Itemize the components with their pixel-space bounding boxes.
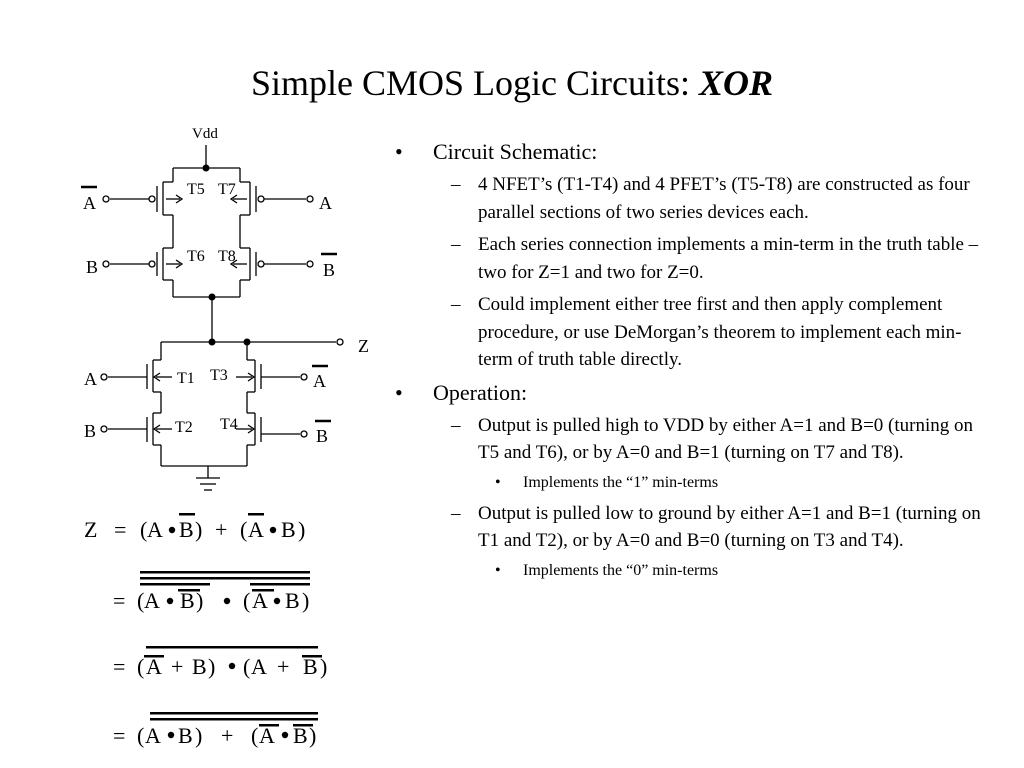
eq4-close-2: ) xyxy=(309,723,317,748)
dash-marker: – xyxy=(451,234,461,255)
eq1-b: B xyxy=(281,517,296,542)
sub-bullet-text: Could implement either tree first and then apply complement procedure, or use DeMorgan’s theorem to implement each min-term of truth table directly. xyxy=(478,294,962,370)
input-a-t7: A xyxy=(319,193,332,213)
eq1-a-bar: A xyxy=(248,517,264,542)
dash-marker: – xyxy=(451,294,461,315)
eq4-a: A xyxy=(145,723,161,748)
eq2-b: B xyxy=(285,588,300,613)
eq4-a-bar: A xyxy=(259,723,275,748)
t6-label: T6 xyxy=(187,248,205,265)
eq4-open: ( xyxy=(137,723,145,748)
eq2-eq: = xyxy=(113,588,126,613)
sub-bullet xyxy=(395,500,995,555)
title-emphasis: XOR xyxy=(698,63,774,103)
title-main: Simple CMOS Logic Circuits: xyxy=(250,63,690,103)
bullet-title: Operation: xyxy=(433,379,528,405)
t8-label: T8 xyxy=(218,248,236,265)
sub-sub-bullet xyxy=(395,472,995,494)
sub-bullet-text: Each series connection implements a min-term in the truth table – two for Z=1 and two for Z=0. xyxy=(478,234,979,283)
sub-bullet-text: 4 NFET’s (T1-T4) and 4 PFET’s (T5-T8) are constructed as four parallel sections of two series devices each. xyxy=(478,174,970,223)
t5-label: T5 xyxy=(187,181,205,198)
t7-label: T7 xyxy=(218,181,236,198)
bullet-circuit-schematic xyxy=(395,138,995,165)
bullet-marker: • xyxy=(495,473,501,491)
sub-bullet xyxy=(395,171,995,226)
eq3-open-2: ( xyxy=(243,654,251,679)
eq4-b-bar: B xyxy=(293,723,308,748)
eq1-a: A xyxy=(147,517,163,542)
eq3-b: B xyxy=(192,654,207,679)
sub-sub-bullet-text: Implements the “1” min-terms xyxy=(523,473,719,491)
t4-label: T4 xyxy=(220,416,238,433)
eq3-a-bar: A xyxy=(146,654,162,679)
bullet-operation xyxy=(395,379,995,406)
bullet-list xyxy=(395,138,995,588)
eq2-a-bar: A xyxy=(252,588,268,613)
dash-marker: – xyxy=(451,414,461,436)
input-a-bar-t5: A xyxy=(83,193,96,213)
bullet-marker: • xyxy=(395,379,403,405)
eq4-b: B xyxy=(178,723,193,748)
input-a-t1: A xyxy=(84,369,97,389)
input-b-t2: B xyxy=(84,421,97,441)
input-b-t6: B xyxy=(86,257,99,277)
input-a-bar-t3: A xyxy=(313,371,326,391)
sub-bullet-text: Output is pulled low to ground by either A=1 and B=1 (turning on T1 and T2), or by A=0 and B=0 (turning on T3 and T4). xyxy=(478,502,981,551)
eq2-open: ( xyxy=(137,588,145,613)
z-label: Z xyxy=(358,336,369,356)
t1-label: T1 xyxy=(177,370,195,387)
eq2-close: ) xyxy=(196,588,204,613)
eq4-open-2: ( xyxy=(251,723,259,748)
sub-bullet-text: Output is pulled high to VDD by either A=1 and B=0 (turning on T5 and T6), or by A=0 and B=1 (turning on T7 and T8). xyxy=(478,414,973,463)
eq3-plus-2: + xyxy=(277,654,290,679)
eq3-open: ( xyxy=(137,654,145,679)
dash-marker: – xyxy=(451,174,461,195)
eq4-eq: = xyxy=(113,723,126,748)
dash-marker: – xyxy=(451,502,461,524)
sub-bullet xyxy=(395,291,995,374)
eq1-eq: = xyxy=(114,517,127,542)
eq1-open: ( xyxy=(140,517,148,542)
eq1-b-bar: B xyxy=(179,517,194,542)
sub-bullet xyxy=(395,412,995,467)
eq3-close-2: ) xyxy=(320,654,328,679)
boolean-equations xyxy=(0,0,400,768)
eq2-close-2: ) xyxy=(302,588,310,613)
bullet-marker: • xyxy=(395,139,403,164)
eq3-close: ) xyxy=(208,654,216,679)
input-b-bar-t8: B xyxy=(323,260,336,280)
eq2-a: A xyxy=(144,588,160,613)
sub-bullet xyxy=(395,231,995,286)
eq3-eq: = xyxy=(113,654,126,679)
eq1-lhs: Z xyxy=(84,517,98,542)
bullet-marker: • xyxy=(495,561,501,579)
eq1-close: ) xyxy=(195,517,203,542)
bullet-title: Circuit Schematic: xyxy=(433,139,598,164)
t3-label: T3 xyxy=(210,367,228,384)
eq2-b-bar: B xyxy=(180,588,195,613)
eq3-a: A xyxy=(251,654,267,679)
eq4-close: ) xyxy=(195,723,203,748)
sub-sub-bullet xyxy=(395,560,995,582)
input-b-bar-t4: B xyxy=(316,426,329,446)
vdd-label: Vdd xyxy=(192,126,218,142)
t2-label: T2 xyxy=(175,419,193,436)
sub-sub-bullet-text: Implements the “0” min-terms xyxy=(523,561,719,579)
eq3-b-bar: B xyxy=(303,654,318,679)
eq1-plus: + xyxy=(215,517,228,542)
eq3-plus: + xyxy=(171,654,184,679)
eq4-plus: + xyxy=(221,723,234,748)
eq1-open-2: ( xyxy=(240,517,248,542)
eq2-open-2: ( xyxy=(243,588,251,613)
eq1-close-2: ) xyxy=(298,517,306,542)
